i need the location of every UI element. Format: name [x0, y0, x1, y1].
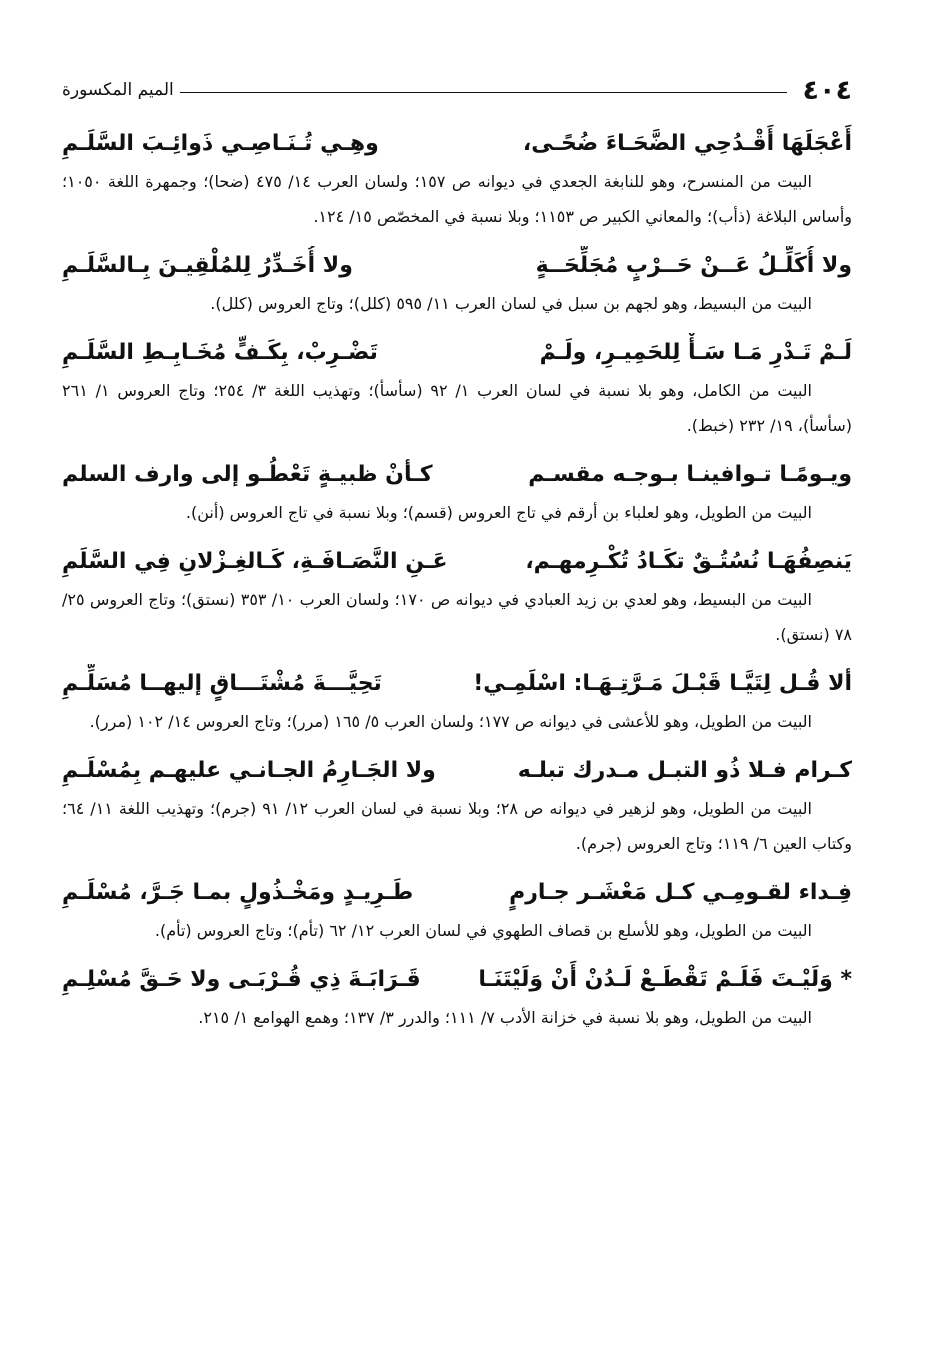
verse-note: البيت من الطويل، وهو للأسلع بن قصاف الطهوي في لسان العرب ١٢/ ٦٢ (تأم)؛ وتاج العروس (تأم).: [154, 921, 812, 940]
verse-note: البيت من البسيط، وهو لجهم بن سبل في لسان العرب ١١/ ٥٩٥ (كلل)؛ وتاج العروس (كلل).: [210, 294, 812, 313]
verse-entry: [62, 960, 852, 1035]
page-header: [62, 70, 852, 110]
book-page: [62, 70, 852, 1047]
verse-entry: [62, 664, 852, 739]
verse-line: [62, 455, 852, 495]
second-hemistich: ولا أُخَـدِّرُ لِلمُلْقِيـنَ بِـالسَّلَـمِ: [62, 253, 353, 278]
first-hemistich: ولا أُكَلِّـلُ عَــنْ حَــرْبٍ مُجَلِّحَــةٍ: [535, 253, 852, 278]
first-hemistich: فِـداء لقـومِـي كـل مَعْشَـر جـارمٍ: [509, 880, 852, 905]
first-hemistich: * وَلَيْـتَ فَلَـمْ تَقْطَـعْ لَـدُنْ أَنْ وَلَيْتَنَـا: [478, 967, 852, 992]
verse-note: البيت من المنسرح، وهو للنابغة الجعدي في ديوانه ص ١٥٧؛ ولسان العرب ١٤/ ٤٧٥ (ضحا)؛ وجمهرة اللغة ١٠٥٠؛ وأساس البلاغة (ذأب)؛ والمعاني الكبير ص ١١٥٣؛ وبلا نسبة في المخصّص ١٥/ ١٢٤.: [62, 172, 852, 226]
verse-entry: [62, 751, 852, 861]
second-hemistich: قَـرَابَـةَ ذِي قُـرْبَـى ولا حَـقَّ مُسْلِـمِ: [62, 967, 421, 992]
first-hemistich: يَنصِفُهَـا نُسُتُـقٌ تكَـادُ تُكْـرِمهـم،: [525, 549, 852, 574]
second-hemistich: تَحِيَّـــةَ مُشْتَـــاقٍ إليهــا مُسَلِّـمِ: [62, 671, 382, 696]
first-hemistich: ألا قُـل لِتَيَّـا قَبْـلَ مَـرَّتِـهَـا: اسْلَمِـي!: [473, 671, 852, 696]
verse-line: [62, 960, 852, 1000]
verse-line: [62, 124, 852, 164]
first-hemistich: ويـومًـا تـوافينـا بـوجـه مقسـم: [528, 462, 852, 487]
verse-line: [62, 664, 852, 704]
verse-line: [62, 333, 852, 373]
page-number: ٤٠٤: [802, 74, 852, 106]
second-hemistich: كـأنْ ظبيـةٍ تَعْطُـو إلى وارف السلم: [62, 462, 433, 487]
second-hemistich: عَـنِ النَّصَـافَـةِ، كَـالغِـزْلانِ فِي السَّلَمِ: [62, 549, 448, 574]
second-hemistich: تَضْـرِبْ، بِكَـفٍّ مُخَـابِـطِ السَّلَـمِ: [62, 340, 378, 365]
first-hemistich: كـرام فـلا ذُو التبـل مـدرك تبلـه: [517, 758, 852, 783]
verse-line: [62, 246, 852, 286]
verse-note: البيت من الطويل، وهو للأعشى في ديوانه ص ١٧٧؛ ولسان العرب ٥/ ١٦٥ (مرر)؛ وتاج العروس ١٤/ ١٠٢ (مرر).: [89, 712, 812, 731]
header-rule: [180, 92, 787, 93]
verse-note: البيت من البسيط، وهو لعدي بن زيد العبادي في ديوانه ص ١٧٠؛ ولسان العرب ١٠/ ٣٥٣ (نستق)؛ وتاج العروس ٢٥/ ٧٨ (نستق).: [62, 590, 852, 644]
verse-entry: [62, 873, 852, 948]
second-hemistich: وهِـي تُـنَـاصِـي ذَوائِـبَ السَّلَـمِ: [62, 131, 379, 156]
verse-line: [62, 873, 852, 913]
verse-entry: [62, 542, 852, 652]
verse-entry: [62, 455, 852, 530]
first-hemistich: أَعْجَلَهَا أَقْـدُحِي الضَّحَـاءَ ضُحًـى،: [522, 131, 852, 156]
verse-entry: [62, 124, 852, 234]
verse-note: البيت من الطويل، وهو لعلباء بن أرقم في تاج العروس (قسم)؛ وبلا نسبة في تاج العروس (أنن).: [185, 503, 812, 522]
verse-note: البيت من الطويل، وهو بلا نسبة في خزانة الأدب ٧/ ١١١؛ والدرر ٣/ ١٣٧؛ وهمع الهوامع ١/ ٢١٥.: [198, 1008, 812, 1027]
verse-entry: [62, 333, 852, 443]
second-hemistich: طَـرِيـدٍ ومَخْـذُولٍ بمـا جَـرَّ، مُسْلَـمِ: [62, 880, 414, 905]
verse-entry: [62, 246, 852, 321]
verse-note: البيت من الطويل، وهو لزهير في ديوانه ص ٢٨؛ وبلا نسبة في لسان العرب ١٢/ ٩١ (جرم)؛ وتهذيب اللغة ١١/ ٦٤؛ وكتاب العين ٦/ ١١٩؛ وتاج العروس (جرم).: [62, 799, 852, 853]
verse-line: [62, 751, 852, 791]
verse-line: [62, 542, 852, 582]
verse-note: البيت من الكامل، وهو بلا نسبة في لسان العرب ١/ ٩٢ (سأسأ)؛ وتهذيب اللغة ٣/ ٢٥٤؛ وتاج العروس ١/ ٢٦١ (سأسأ)، ١٩/ ٢٣٢ (خبط).: [62, 381, 852, 435]
running-title: الميم المكسورة: [62, 80, 174, 100]
second-hemistich: ولا الجَـارِمُ الجـانـي عليهـم بِمُسْلَـمِ: [62, 758, 436, 783]
first-hemistich: لَـمْ تَـدْرِ مَـا سَـأْ لِلحَمِيـرِ، ولَـمْ: [539, 340, 852, 365]
